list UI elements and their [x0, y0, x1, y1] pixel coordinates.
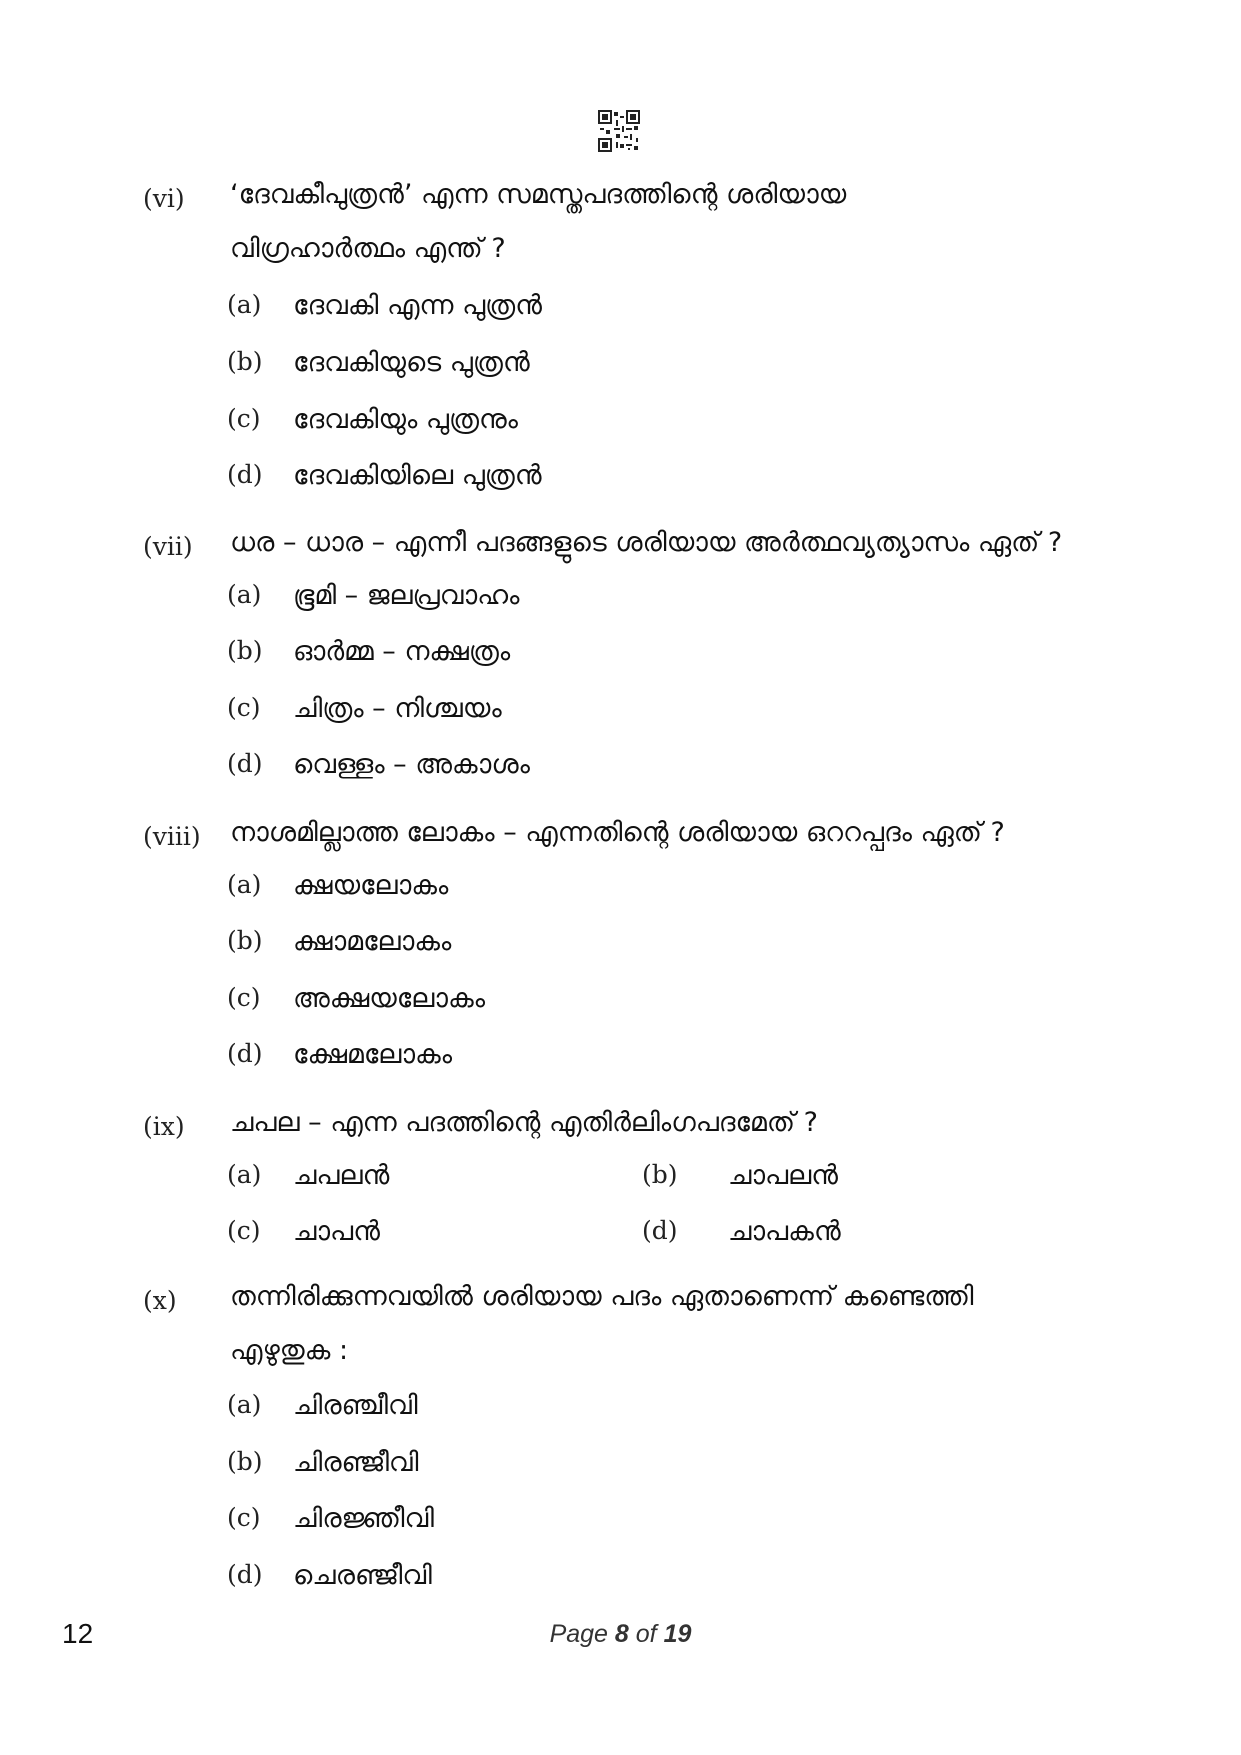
option-label: (a) — [227, 1390, 262, 1419]
question-text — [230, 1096, 1180, 1150]
paper-code: 12 — [62, 1618, 94, 1649]
option-text: അക്ഷയലോകം — [293, 983, 486, 1014]
question-number: (viii) — [143, 822, 201, 851]
option-text: ചാപൻ — [293, 1216, 380, 1247]
option-text: ഓർമ്മ – നക്ഷത്രം — [293, 636, 511, 667]
option-label: (d) — [227, 1560, 263, 1589]
option-label: (a) — [227, 580, 262, 609]
option-label: (d) — [227, 460, 263, 489]
page-total: 19 — [663, 1620, 692, 1648]
option-label: (c) — [227, 404, 261, 433]
option-label: (b) — [227, 347, 263, 376]
option-text: ചാപലൻ — [728, 1160, 839, 1191]
question-text-line: എഴുതുക : — [230, 1335, 349, 1366]
option-label: (d) — [642, 1216, 678, 1245]
option-label: (c) — [227, 983, 261, 1012]
option-text: വെള്ളം – അകാശം — [293, 749, 530, 780]
option-text: ചാപകൻ — [728, 1216, 841, 1247]
option-text: ക്ഷയലോകം — [293, 870, 449, 901]
option-text: ചിരഞ്ചീവി — [293, 1390, 418, 1421]
option-label: (b) — [642, 1160, 678, 1189]
option-text: ചിത്രം – നിശ്ചയം — [293, 693, 502, 724]
option-label: (a) — [227, 870, 262, 899]
question-text — [230, 806, 1180, 860]
option-text: ക്ഷേമലോകം — [293, 1039, 453, 1070]
option-label: (d) — [227, 749, 263, 778]
question-text-line: ധര – ധാര – എന്നീ പദങ്ങളുടെ ശരിയായ അർത്ഥവ്യത്യാസം ഏത് ? — [230, 527, 1063, 558]
question-text — [230, 1270, 1180, 1378]
question-text — [230, 168, 1180, 276]
question-text-line: ചപല – എന്ന പദത്തിന്റെ എതിർലിംഗപദമേത് ? — [230, 1107, 818, 1138]
question-number: (x) — [143, 1286, 177, 1315]
question-number: (ix) — [143, 1112, 185, 1141]
question-text-line: തന്നിരിക്കുന്നവയിൽ ശരിയായ പദം ഏതാണെന്ന് കണ്ടെത്തി — [230, 1281, 974, 1312]
question-number: (vi) — [143, 184, 185, 213]
option-text: ചെരഞ്ജീവി — [293, 1560, 432, 1591]
question-text-line: ‘ദേവകീപുത്രൻ’ എന്ന സമസ്തപദത്തിന്റെ ശരിയായ — [230, 179, 847, 210]
question-text — [230, 516, 1180, 570]
page-word: Page — [549, 1620, 608, 1648]
option-text: ചപലൻ — [293, 1160, 390, 1191]
question-text-line: വിഗ്രഹാർത്ഥം എന്ത് ? — [230, 233, 506, 264]
option-label: (d) — [227, 1039, 263, 1068]
option-label: (b) — [227, 1447, 263, 1476]
option-text: ദേവകി എന്ന പുത്രൻ — [293, 290, 542, 321]
option-label: (a) — [227, 1160, 262, 1189]
question-number: (vii) — [143, 532, 193, 561]
question-text-line: നാശമില്ലാത്ത ലോകം – എന്നതിന്റെ ശരിയായ ഒററപ്പദം ഏത് ? — [230, 817, 1005, 848]
option-text: ചിരജ്ഞീവി — [293, 1503, 435, 1534]
page-number: 8 — [614, 1620, 629, 1648]
option-label: (a) — [227, 290, 262, 319]
option-text: ക്ഷാമലോകം — [293, 926, 452, 957]
option-text: ദേവകിയുടെ പുത്രൻ — [293, 347, 530, 378]
option-text: ദേവകിയിലെ പുത്രൻ — [293, 460, 542, 491]
option-label: (b) — [227, 926, 263, 955]
option-text: ചിരഞ്ജീവി — [293, 1447, 419, 1478]
qr-code — [598, 110, 640, 152]
option-label: (b) — [227, 636, 263, 665]
of-word: of — [635, 1620, 657, 1648]
option-label: (c) — [227, 1216, 261, 1245]
option-text: ഭൂമി – ജലപ്രവാഹം — [293, 580, 520, 611]
option-text: ദേവകിയും പുത്രനും — [293, 404, 518, 435]
page-indicator — [0, 1620, 1241, 1649]
option-label: (c) — [227, 693, 261, 722]
option-label: (c) — [227, 1503, 261, 1532]
